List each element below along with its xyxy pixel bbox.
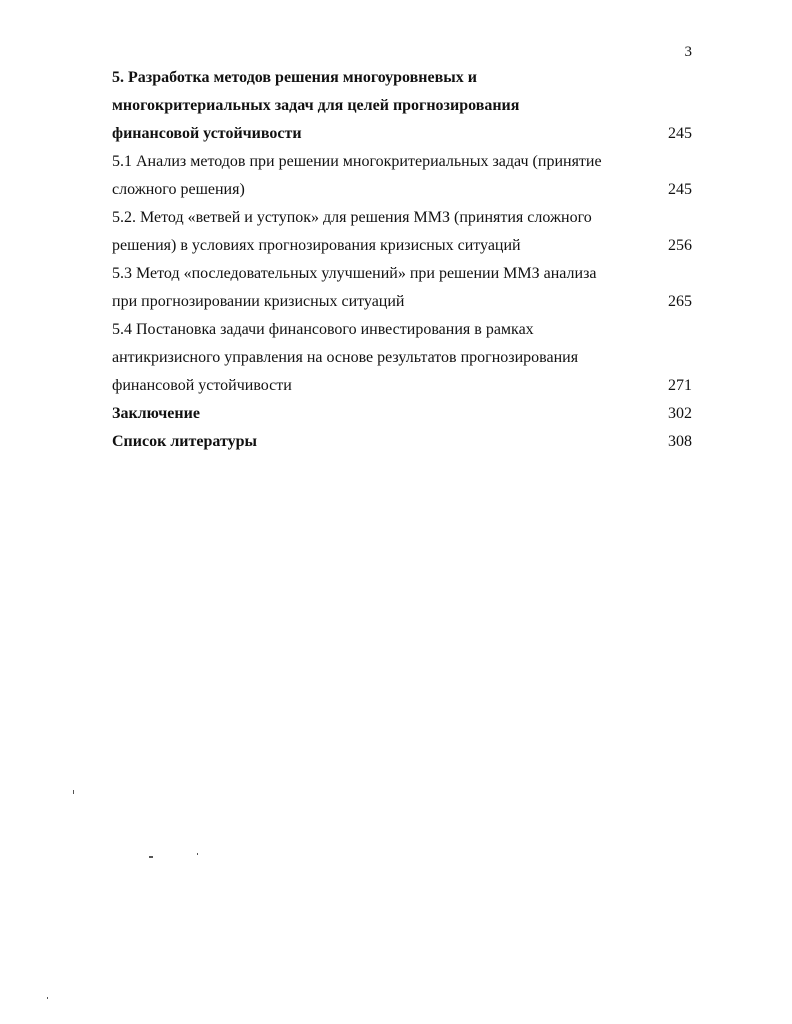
toc-entry-title: Список литературы — [112, 433, 257, 450]
toc-entry-title: 5.1 Анализ методов при решении многокритериальных задач (принятие сложного решения) — [112, 153, 602, 198]
toc-entry-section-5-4 — [112, 316, 692, 400]
toc-entry-title: 5.3 Метод «последовательных улучшений» при решении ММЗ анализа при прогнозировании кризисных ситуаций — [112, 265, 597, 310]
page-number: 3 — [684, 44, 692, 60]
toc-entry-section-5-1 — [112, 148, 692, 204]
toc-entry-page: 245 — [668, 181, 692, 198]
toc-entry-page: 265 — [668, 293, 692, 310]
toc-entry-section-5-2 — [112, 204, 692, 260]
toc-entry-page: 308 — [668, 433, 692, 450]
scan-speck — [149, 856, 153, 858]
toc-entry-title: 5. Разработка методов решения многоуровневых и многокритериальных задач для целей прогнозирования финансовой устойчивости — [112, 69, 520, 142]
scan-speck — [73, 790, 74, 794]
toc-entry-title: Заключение — [112, 405, 200, 422]
toc-entry-title: 5.2. Метод «ветвей и уступок» для решения ММЗ (принятия сложного решения) в условиях прогнозирования кризисных ситуаций — [112, 209, 592, 254]
toc-entry-bibliography — [112, 428, 692, 456]
toc-entry-chapter-5 — [112, 64, 692, 148]
toc-entry-page: 256 — [668, 237, 692, 254]
toc-entry-conclusion — [112, 400, 692, 428]
toc-entry-page: 302 — [668, 405, 692, 422]
toc-entry-section-5-3 — [112, 260, 692, 316]
toc-entry-page: 271 — [668, 377, 692, 394]
toc-entry-page: 245 — [668, 125, 692, 142]
scan-speck — [47, 997, 48, 999]
toc-entry-title: 5.4 Постановка задачи финансового инвестирования в рамках антикризисного управления на основе результатов прогнозирования финансовой устойчивости — [112, 321, 579, 394]
table-of-contents — [112, 64, 692, 456]
scan-speck — [197, 853, 198, 855]
